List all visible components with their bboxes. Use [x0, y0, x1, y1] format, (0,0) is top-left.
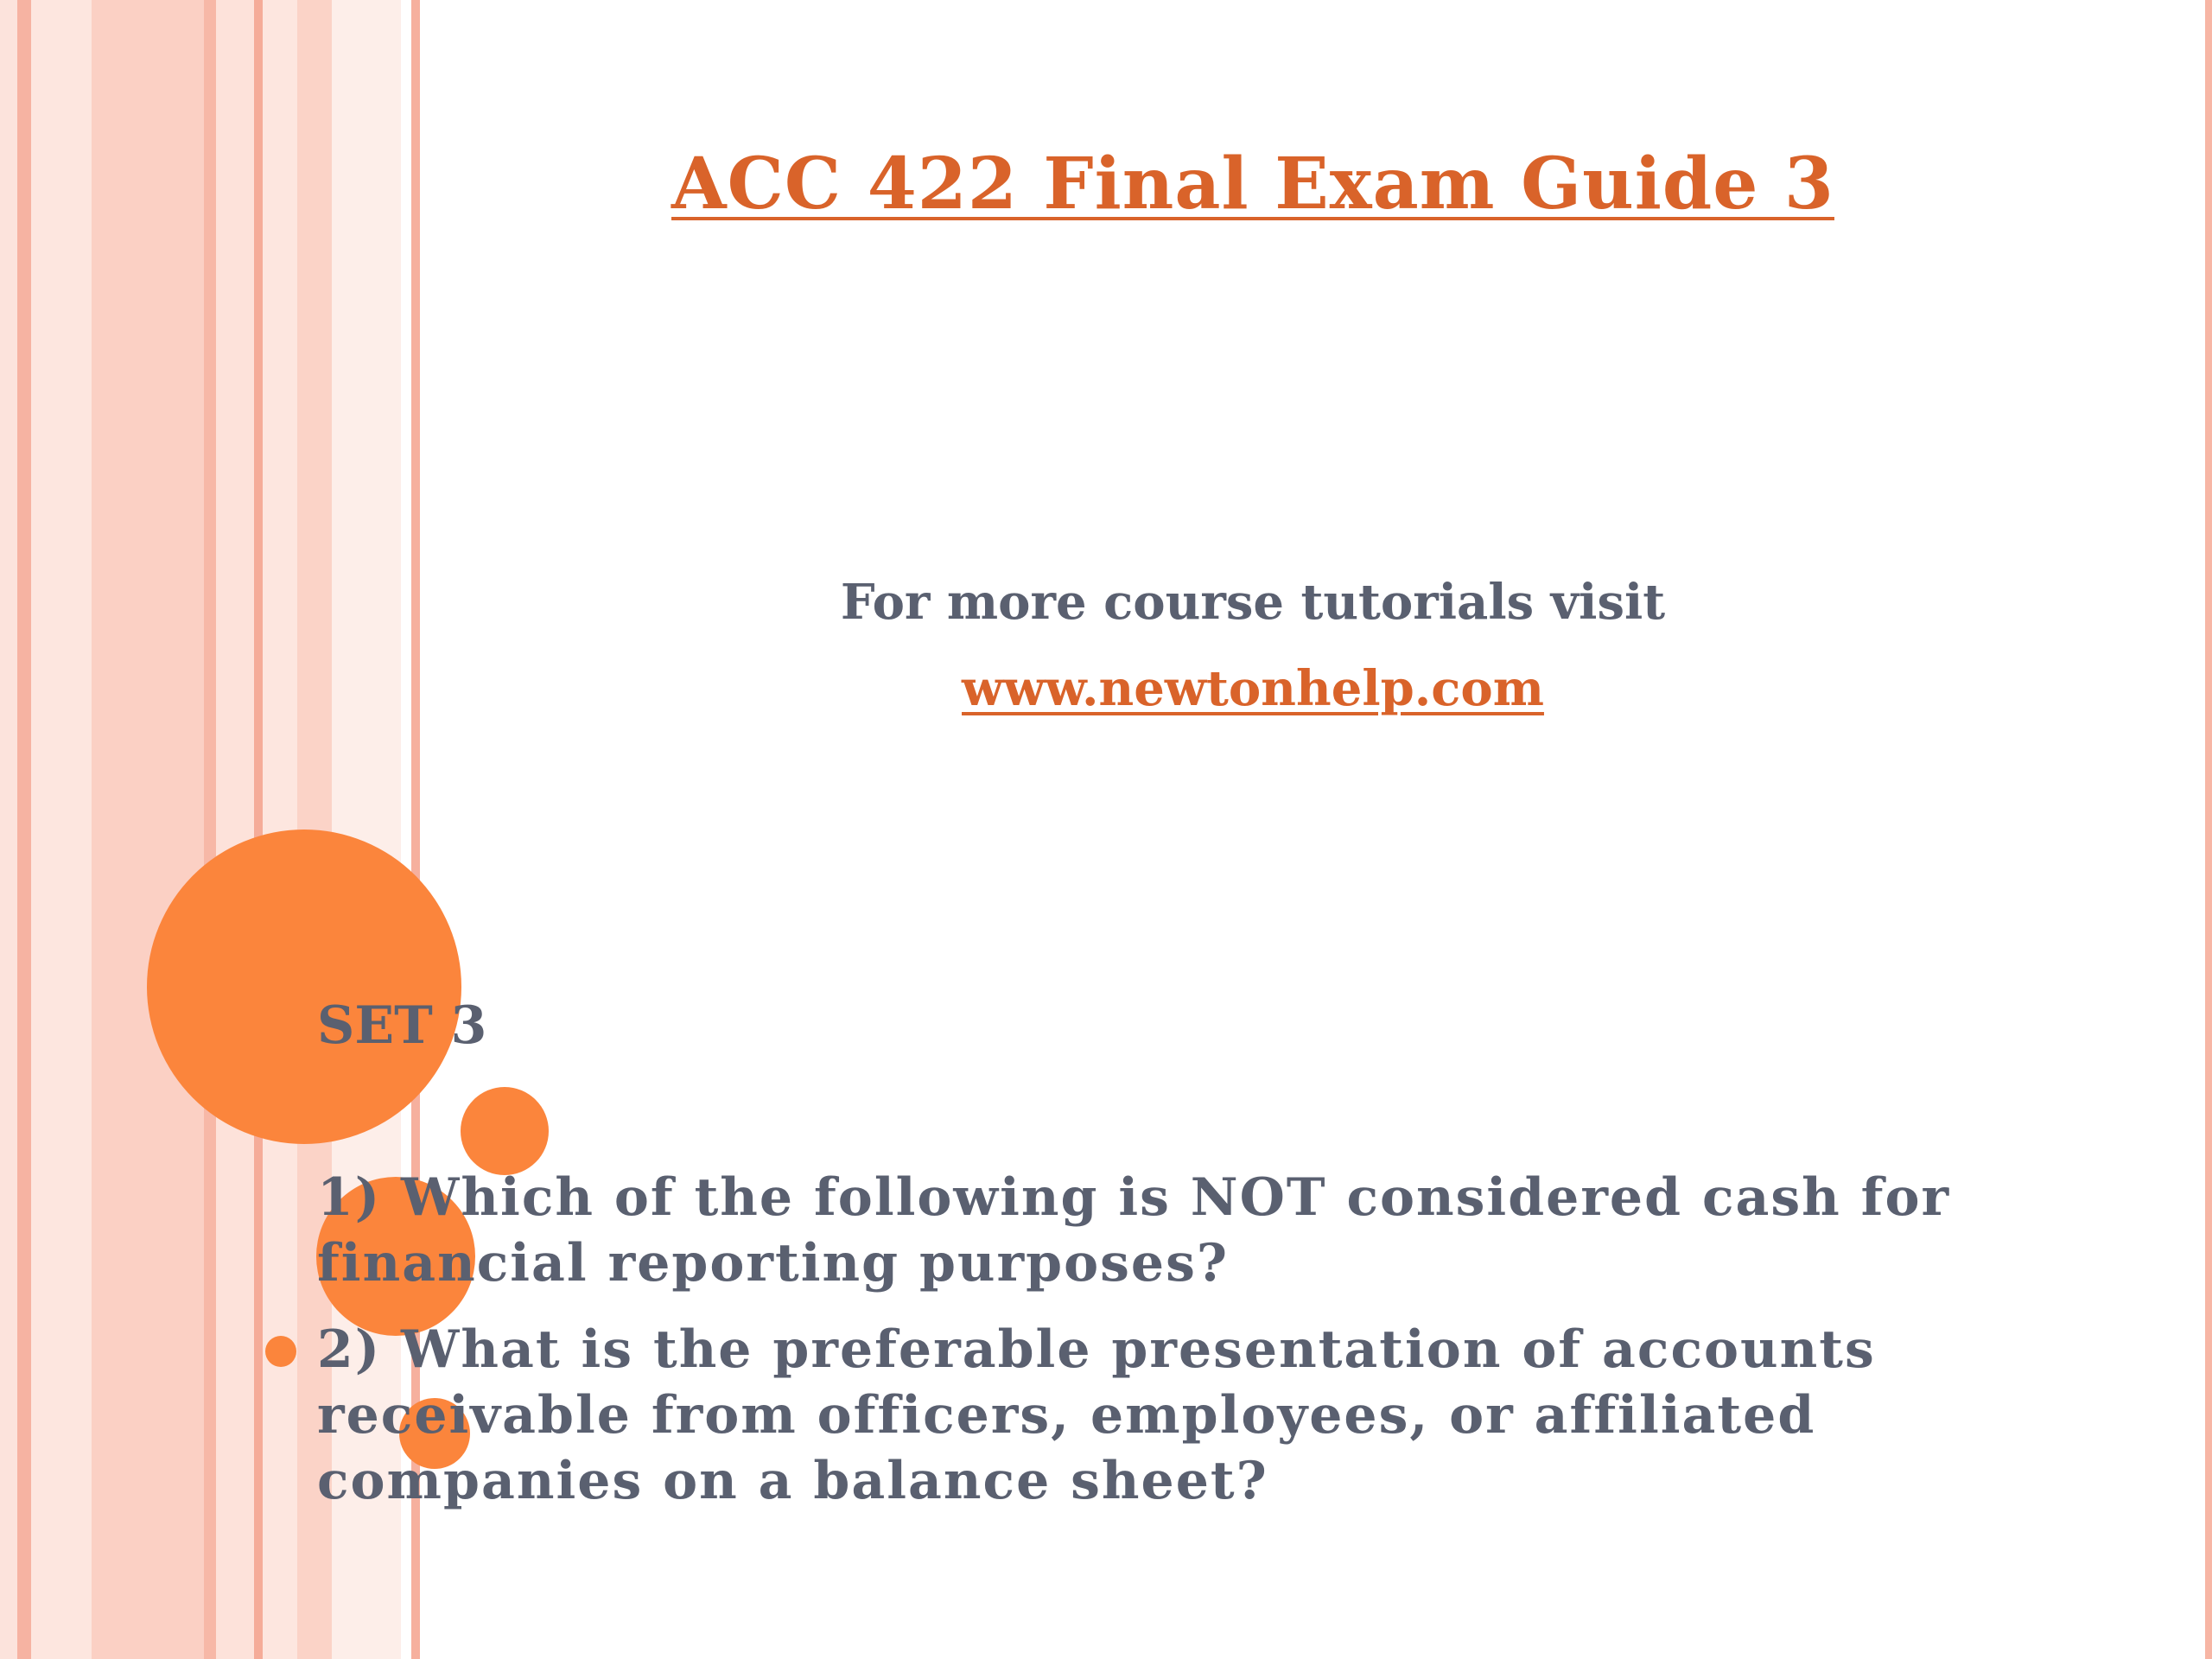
- decor-stripe: [216, 0, 254, 1659]
- decor-stripe: [0, 0, 17, 1659]
- decor-circle-medium: [461, 1087, 549, 1175]
- set-label: SET 3: [317, 995, 487, 1056]
- decor-stripe: [204, 0, 216, 1659]
- visit-text: For more course tutorials visit: [840, 574, 1666, 631]
- decor-stripe: [17, 0, 31, 1659]
- decor-stripe: [254, 0, 263, 1659]
- decor-stripe: [31, 0, 92, 1659]
- slide-title: ACC 422 Final Exam Guide 3: [671, 143, 1834, 226]
- question-1: 1) Which of the following is NOT considered cash for financial reporting purposes?: [317, 1167, 1951, 1294]
- question-2: 2) What is the preferable presentation of accounts receivable from officers, employees, or affiliated companies on a balance sheet?: [317, 1319, 1876, 1511]
- decor-stripe: [92, 0, 204, 1659]
- bullet-icon: [265, 1336, 296, 1367]
- decor-circle-large: [147, 830, 461, 1144]
- decor-stripe-right: [2205, 0, 2212, 1659]
- website-link[interactable]: www.newtonhelp.com: [962, 660, 1544, 717]
